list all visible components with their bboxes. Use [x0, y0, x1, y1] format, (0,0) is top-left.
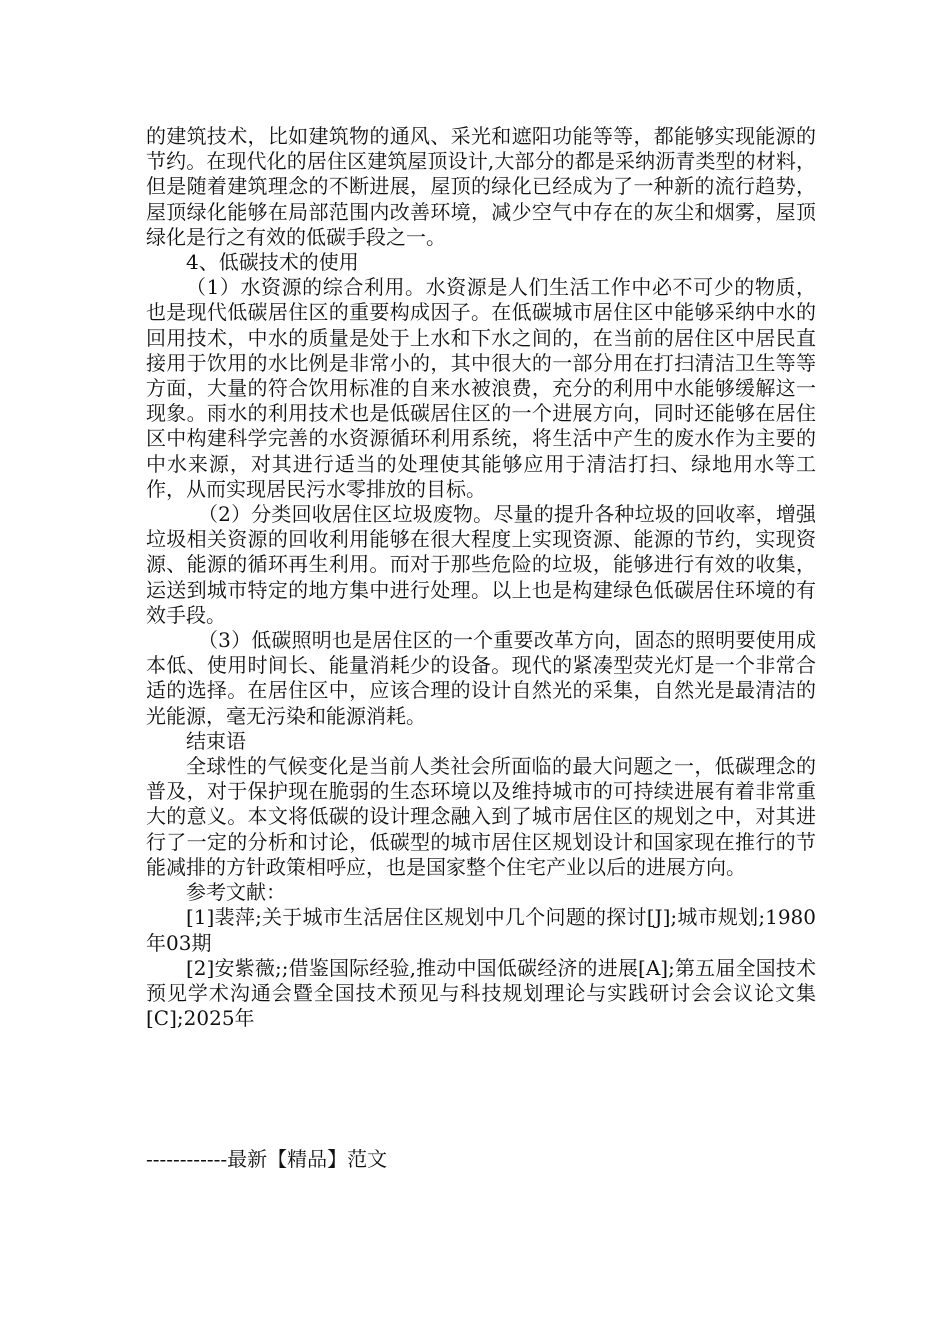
document-body [146, 124, 816, 1031]
paragraph-conclusion: 全球性的气候变化是当前人类社会所面临的最大问题之一，低碳理念的普及，对于保护现在脆弱的生态环境以及维持城市的可持续进展有着非常重大的意义。本文将低碳的设计理念融入到了城市居住区的规划之中，对其进行了一定的分析和讨论，低碳型的城市居住区规划设计和国家现在推行的节能减排的方针政策相呼应，也是国家整个住宅产业以后的进展方向。 [146, 754, 816, 879]
section-heading-references: 参考文献： [186, 880, 286, 905]
paragraph-low-carbon-lighting: （3）低碳照明也是居住区的一个重要改革方向，固态的照明要使用成本低、使用时间长、能量消耗少的设备。现代的紧凑型荧光灯是一个非常合适的选择。在居住区中，应该合理的设计自然光的采集，自然光是最清洁的光能源，毫无污染和能源消耗。 [146, 628, 816, 728]
paragraph-building-tech: 的建筑技术，比如建筑物的通风、采光和遮阳功能等等，都能够实现能源的节约。在现代化的居住区建筑屋顶设计,大部分的都是采纳沥青类型的材料，但是随着建筑理念的不断进展，屋顶的绿化已经成为了一种新的流行趋势，屋顶绿化能够在局部范围内改善环境，减少空气中存在的灰尘和烟雾，屋顶绿化是行之有效的低碳手段之一。 [146, 124, 816, 249]
section-heading-low-carbon-tech: 4、低碳技术的使用 [186, 250, 359, 275]
reference-item-2: [2]安紫薇;;借鉴国际经验,推动中国低碳经济的进展[A];第五届全国技术预见学术沟通会暨全国技术预见与科技规划理论与实践研讨会会议论文集[C];2025年 [146, 955, 816, 1031]
paragraph-waste-recycling: （2）分类回收居住区垃圾废物。尽量的提升各种垃圾的回收率，增强垃圾相关资源的回收利用能够在很大程度上实现资源、能源的节约，实现资源、能源的循环再生利用。而对于那些危险的垃圾，能够进行有效的收集，运送到城市特定的地方集中进行处理。以上也是构建绿色低碳居住环境的有效手段。 [146, 502, 816, 627]
page-footer: ------------最新【精品】范文 [146, 1147, 388, 1171]
reference-item-1: [1]裴萍;关于城市生活居住区规划中几个问题的探讨[J];城市规划;1980年03期 [146, 905, 816, 955]
paragraph-water-resources: （1）水资源的综合利用。水资源是人们生活工作中必不可少的物质，也是现代低碳居住区的重要构成因子。在低碳城市居住区中能够采纳中水的回用技术，中水的质量是处于上水和下水之间的，在当前的居住区中居民直接用于饮用的水比例是非常小的，其中很大的一部分用在打扫清洁卫生等等方面，大量的符合饮用标准的自来水被浪费，充分的利用中水能够缓解这一现象。雨水的利用技术也是低碳居住区的一个进展方向，同时还能够在居住区中构建科学完善的水资源循环利用系统，将生活中产生的废水作为主要的中水来源，对其进行适当的处理使其能够应用于清洁打扫、绿地用水等工作，从而实现居民污水零排放的目标。 [146, 275, 816, 501]
section-heading-conclusion: 结束语 [186, 728, 246, 753]
